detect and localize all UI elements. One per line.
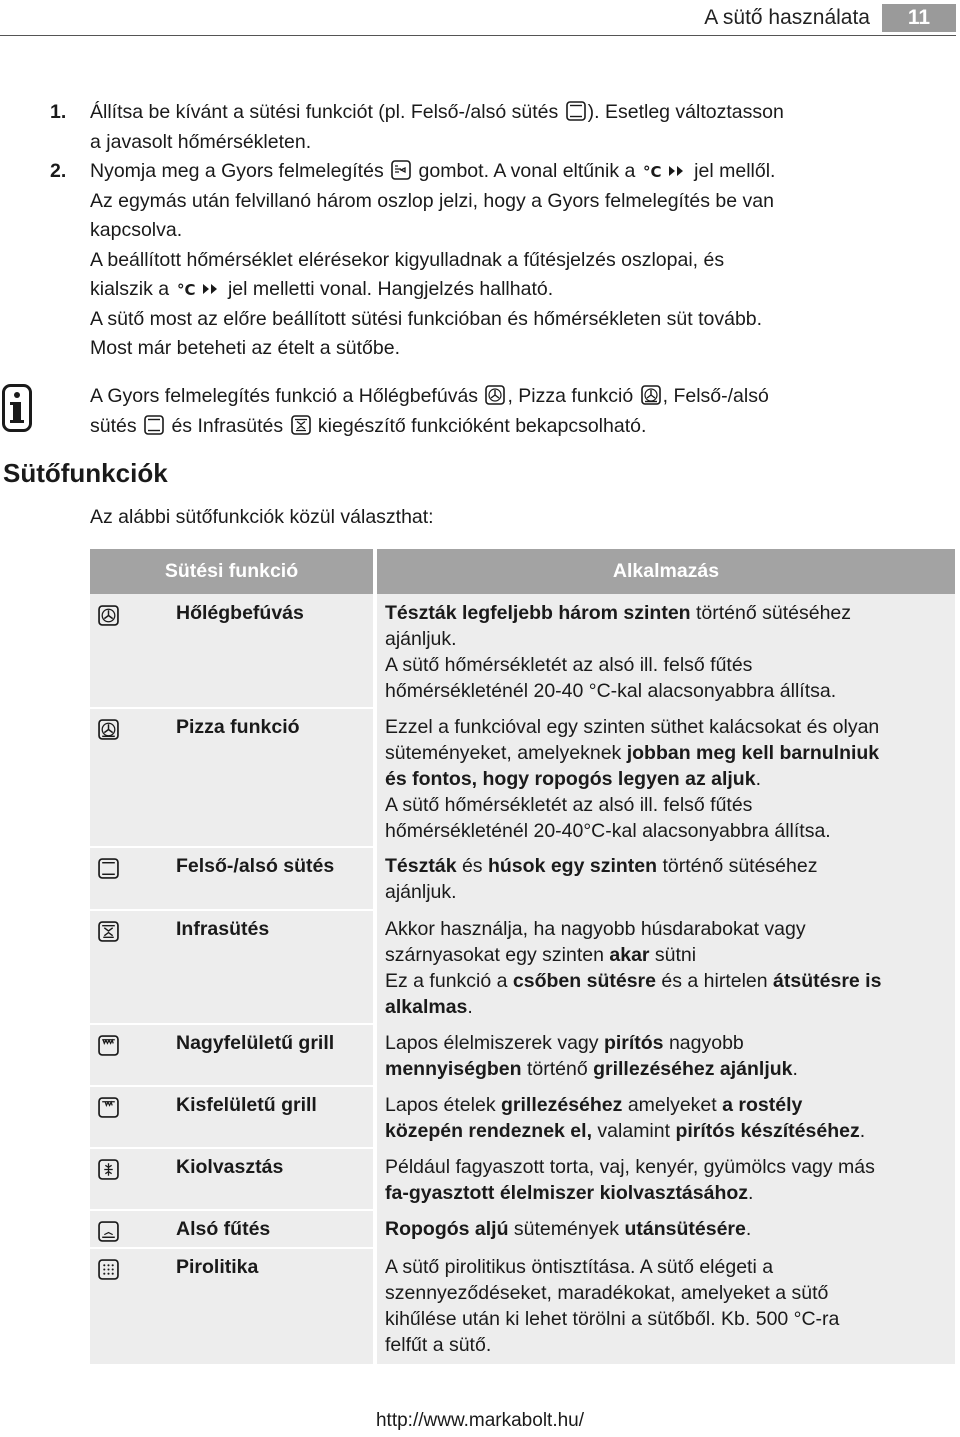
text-segment: hőmérsékleténél 20-40 °C-kal alacsonyabbra állítsa. xyxy=(385,680,837,702)
text-line xyxy=(385,853,950,879)
text-segment: . xyxy=(792,1058,798,1080)
pyrolysis-icon xyxy=(98,1259,119,1280)
text-line xyxy=(385,994,950,1020)
text-segment: történő sütéséhez xyxy=(690,602,852,624)
function-name: Infrasütés xyxy=(176,918,270,940)
text-line xyxy=(385,1254,950,1280)
text-line xyxy=(385,1306,950,1332)
text-segment: sütni xyxy=(649,944,697,966)
function-name: Pirolitika xyxy=(176,1256,259,1278)
footer-url[interactable]: http://www.markabolt.hu/ xyxy=(375,1410,585,1431)
step-1 xyxy=(50,98,950,157)
text-segment: Akkor használja, ha nagyobb húsdarabokat vagy xyxy=(385,918,806,940)
function-name: Pizza funkció xyxy=(176,716,300,738)
bold-text: Tészták legfeljebb három szinten xyxy=(385,602,691,624)
bold-text: Ropogós aljú xyxy=(385,1218,509,1240)
text-line xyxy=(90,157,950,187)
fan-icon xyxy=(485,385,505,405)
bold-text: akar xyxy=(609,944,650,966)
text-segment: A Gyors felmelegítés funkció a Hőlégbefúvás xyxy=(90,385,484,407)
table-body xyxy=(90,594,955,1364)
row-divider xyxy=(90,1247,373,1249)
function-description xyxy=(385,853,950,905)
top-bottom-heat-icon xyxy=(566,101,586,121)
table-row xyxy=(90,1092,955,1154)
step-number: 2. xyxy=(50,160,67,182)
text-segment: kihűlése után ki lehet törölni a sütőből. Kb. 500 °C-ra xyxy=(385,1308,840,1330)
text-segment: valamint xyxy=(592,1120,676,1142)
function-description xyxy=(385,1092,950,1144)
function-name: Hőlégbefúvás xyxy=(176,602,304,624)
text-segment: Ezzel a funkcióval egy szinten süthet kalácsokat és olyan xyxy=(385,716,880,738)
section-title: Sütőfunkciók xyxy=(3,458,168,488)
text-segment: . xyxy=(745,1218,752,1240)
function-description xyxy=(385,1030,950,1082)
text-line xyxy=(90,216,950,246)
text-line xyxy=(90,128,950,158)
text-line xyxy=(385,1280,950,1306)
row-divider xyxy=(90,909,373,911)
text-segment: A sütő hőmérsékletét az alsó ill. felső fűtés xyxy=(385,794,753,816)
text-line xyxy=(385,1154,950,1180)
function-name: Kisfelületű grill xyxy=(176,1094,317,1116)
bottom-heat-icon xyxy=(98,1221,119,1242)
bold-text: utánsütésére xyxy=(624,1218,746,1240)
large-grill-icon xyxy=(98,1035,119,1056)
pizza-icon xyxy=(641,385,661,405)
bold-text: pirítós xyxy=(603,1032,664,1054)
text-line xyxy=(385,600,950,626)
header-title: A sütő használata xyxy=(704,6,870,29)
text-segment: ajánljuk. xyxy=(385,628,457,650)
text-segment: kapcsolva. xyxy=(90,219,183,241)
table-header xyxy=(90,549,955,594)
text-segment: A sütő hőmérsékletét az alsó ill. felső fűtés xyxy=(385,654,753,676)
function-description xyxy=(385,1154,950,1206)
function-description xyxy=(385,600,950,704)
text-line xyxy=(385,766,950,792)
text-line xyxy=(90,187,950,217)
heatup-indicator-icon xyxy=(177,278,221,298)
function-description xyxy=(385,714,950,844)
table-row xyxy=(90,1154,955,1216)
text-segment: Állítsa be kívánt a sütési funkciót (pl. Felső-/alsó sütés xyxy=(90,101,564,123)
text-segment: hőmérsékleténél 20-40°C-kal alacsonyabbra állítsa. xyxy=(385,820,831,842)
text-line xyxy=(90,412,950,442)
text-segment: A sütő pirolitikus öntisztítása. A sütő elégeti a xyxy=(385,1256,774,1278)
text-line xyxy=(90,382,950,412)
text-segment: . xyxy=(467,996,473,1018)
page-header xyxy=(0,0,960,36)
text-line xyxy=(385,818,950,844)
text-segment: A sütő most az előre beállított sütési funkcióban és hőmérsékleten süt tovább. xyxy=(90,307,763,330)
text-segment: jel mellől. xyxy=(688,160,776,182)
function-name: Felső-/alsó sütés xyxy=(176,855,335,877)
bold-text: grillezéséhez xyxy=(501,1094,623,1116)
text-segment: történő sütéséhez xyxy=(657,855,818,877)
text-line xyxy=(385,968,950,994)
text-line xyxy=(385,1118,950,1144)
text-segment: történő xyxy=(521,1058,594,1080)
text-segment: amelyeket xyxy=(622,1094,723,1116)
text-segment: ajánljuk. xyxy=(385,881,457,903)
text-line xyxy=(385,1180,950,1206)
text-segment: kiegészítő funkcióként bekapcsolható. xyxy=(312,414,647,437)
bold-text: pirítós készítéséhez xyxy=(675,1120,860,1142)
text-segment: szárnyasokat egy szinten xyxy=(385,944,610,966)
text-segment: . xyxy=(755,768,761,790)
svg-text:°C: °C xyxy=(642,163,662,180)
table-row xyxy=(90,916,955,1030)
step-number: 1. xyxy=(50,101,67,123)
text-line xyxy=(385,1216,950,1242)
text-line xyxy=(385,1092,950,1118)
bold-text: a rostély xyxy=(722,1094,803,1116)
text-segment: Lapos ételek xyxy=(385,1094,502,1116)
fan-icon xyxy=(98,605,119,626)
function-description xyxy=(385,1254,950,1358)
fast-heat-button-icon xyxy=(391,160,411,180)
oven-functions-table xyxy=(90,549,955,1364)
text-segment: A beállított hőmérséklet elérésekor kigyulladnak a fűtésjelzés oszlopai, és xyxy=(90,248,725,271)
function-name: Nagyfelületű grill xyxy=(176,1032,335,1054)
table-row xyxy=(90,1254,955,1364)
header-function: Sütési funkció xyxy=(164,560,299,582)
infra-icon xyxy=(98,921,119,942)
bold-text: mennyiségben xyxy=(385,1058,522,1080)
text-segment: kialszik a xyxy=(90,278,175,300)
function-name: Alsó fűtés xyxy=(176,1218,271,1240)
heatup-indicator-icon xyxy=(643,160,687,180)
text-segment: szennyeződéseket, maradékokat, amelyeket a sütő xyxy=(385,1282,829,1304)
bold-text: jobban meg kell barnulniuk xyxy=(626,742,880,764)
step-2 xyxy=(50,157,950,364)
text-line xyxy=(385,740,950,766)
row-divider xyxy=(90,707,373,709)
text-segment: a javasolt hőmérsékleten. xyxy=(90,130,312,153)
text-line xyxy=(90,246,950,276)
row-divider xyxy=(90,1023,373,1025)
instruction-steps xyxy=(50,98,950,364)
infra-icon xyxy=(291,415,311,435)
table-row xyxy=(90,600,955,714)
text-line xyxy=(90,334,950,364)
text-segment: Az egymás után felvillanó három oszlop jelzi, hogy a Gyors felmelegítés be van xyxy=(90,189,774,212)
top-bottom-heat-icon xyxy=(144,415,164,435)
text-segment: . xyxy=(748,1182,754,1204)
text-line xyxy=(385,1332,950,1358)
text-line xyxy=(385,626,950,652)
small-grill-icon xyxy=(98,1097,119,1118)
function-description xyxy=(385,1216,950,1242)
text-line xyxy=(385,678,950,704)
text-segment: sütemények xyxy=(508,1218,625,1240)
bold-text: közepén rendeznek el, xyxy=(385,1120,592,1142)
header-application: Alkalmazás xyxy=(612,560,720,582)
text-segment: sütés xyxy=(90,414,143,437)
header-rule xyxy=(0,35,956,36)
text-line xyxy=(385,942,950,968)
text-line xyxy=(385,879,950,905)
text-line xyxy=(385,652,950,678)
text-segment: ). Esetleg változtasson xyxy=(587,101,784,123)
bold-text: alkalmas xyxy=(385,996,468,1018)
text-segment: jel melletti vonal. Hangjelzés hallható. xyxy=(222,278,554,300)
svg-text:°C: °C xyxy=(176,281,196,298)
text-segment: nagyobb xyxy=(663,1032,744,1054)
page-number: 11 xyxy=(882,4,956,32)
row-divider xyxy=(90,1209,373,1211)
text-line xyxy=(385,792,950,818)
bold-text: húsok egy szinten xyxy=(487,855,658,877)
text-segment: felfűt a sütő. xyxy=(385,1334,492,1356)
bold-text: grillezéséhez ajánljuk xyxy=(593,1058,793,1080)
text-line xyxy=(90,98,950,128)
bold-text: Tészták xyxy=(385,855,457,877)
text-segment: süteményeket, amelyeknek xyxy=(385,742,627,764)
text-segment: , Pizza funkció xyxy=(507,385,639,407)
bold-text: átsütésre is xyxy=(773,970,882,992)
text-segment: . xyxy=(859,1120,866,1142)
text-line xyxy=(385,1030,950,1056)
function-description xyxy=(385,916,950,1020)
info-icon xyxy=(2,384,32,432)
defrost-icon xyxy=(98,1159,119,1180)
note-text xyxy=(90,382,950,441)
bold-text: és fontos, hogy ropogós legyen az aljuk xyxy=(385,768,756,790)
text-segment: és a hirtelen xyxy=(655,970,774,992)
table-row xyxy=(90,714,955,853)
text-segment: Ez a funkció a xyxy=(385,970,513,992)
intro-text: Az alábbi sütőfunkciók közül választhat: xyxy=(90,506,434,528)
text-segment: Most már beteheti az ételt a sütőbe. xyxy=(90,337,401,359)
text-line xyxy=(90,305,950,335)
table-row xyxy=(90,853,955,916)
text-segment: Lapos élelmiszerek vagy xyxy=(385,1032,604,1054)
text-line xyxy=(385,1056,950,1082)
text-segment: gombot. A vonal eltűnik a xyxy=(413,160,641,182)
text-segment: és xyxy=(456,855,488,877)
row-divider xyxy=(90,846,373,848)
pizza-icon xyxy=(98,719,119,740)
text-segment: és Infrasütés xyxy=(166,414,289,437)
text-line xyxy=(385,916,950,942)
text-line xyxy=(385,714,950,740)
text-segment: , Felső-/alsó xyxy=(662,385,769,407)
function-name: Kiolvasztás xyxy=(176,1156,284,1178)
row-divider xyxy=(90,1147,373,1149)
text-segment: Nyomja meg a Gyors felmelegítés xyxy=(90,160,390,182)
bold-text: csőben sütésre xyxy=(512,970,656,992)
table-row xyxy=(90,1030,955,1092)
row-divider xyxy=(90,1085,373,1087)
text-line xyxy=(90,275,950,305)
bold-text: fa-gyasztott élelmiszer kiolvasztásához xyxy=(385,1182,749,1204)
top-bottom-heat-icon xyxy=(98,858,119,879)
text-segment: Például fagyaszott torta, vaj, kenyér, gyümölcs vagy más xyxy=(385,1156,875,1178)
